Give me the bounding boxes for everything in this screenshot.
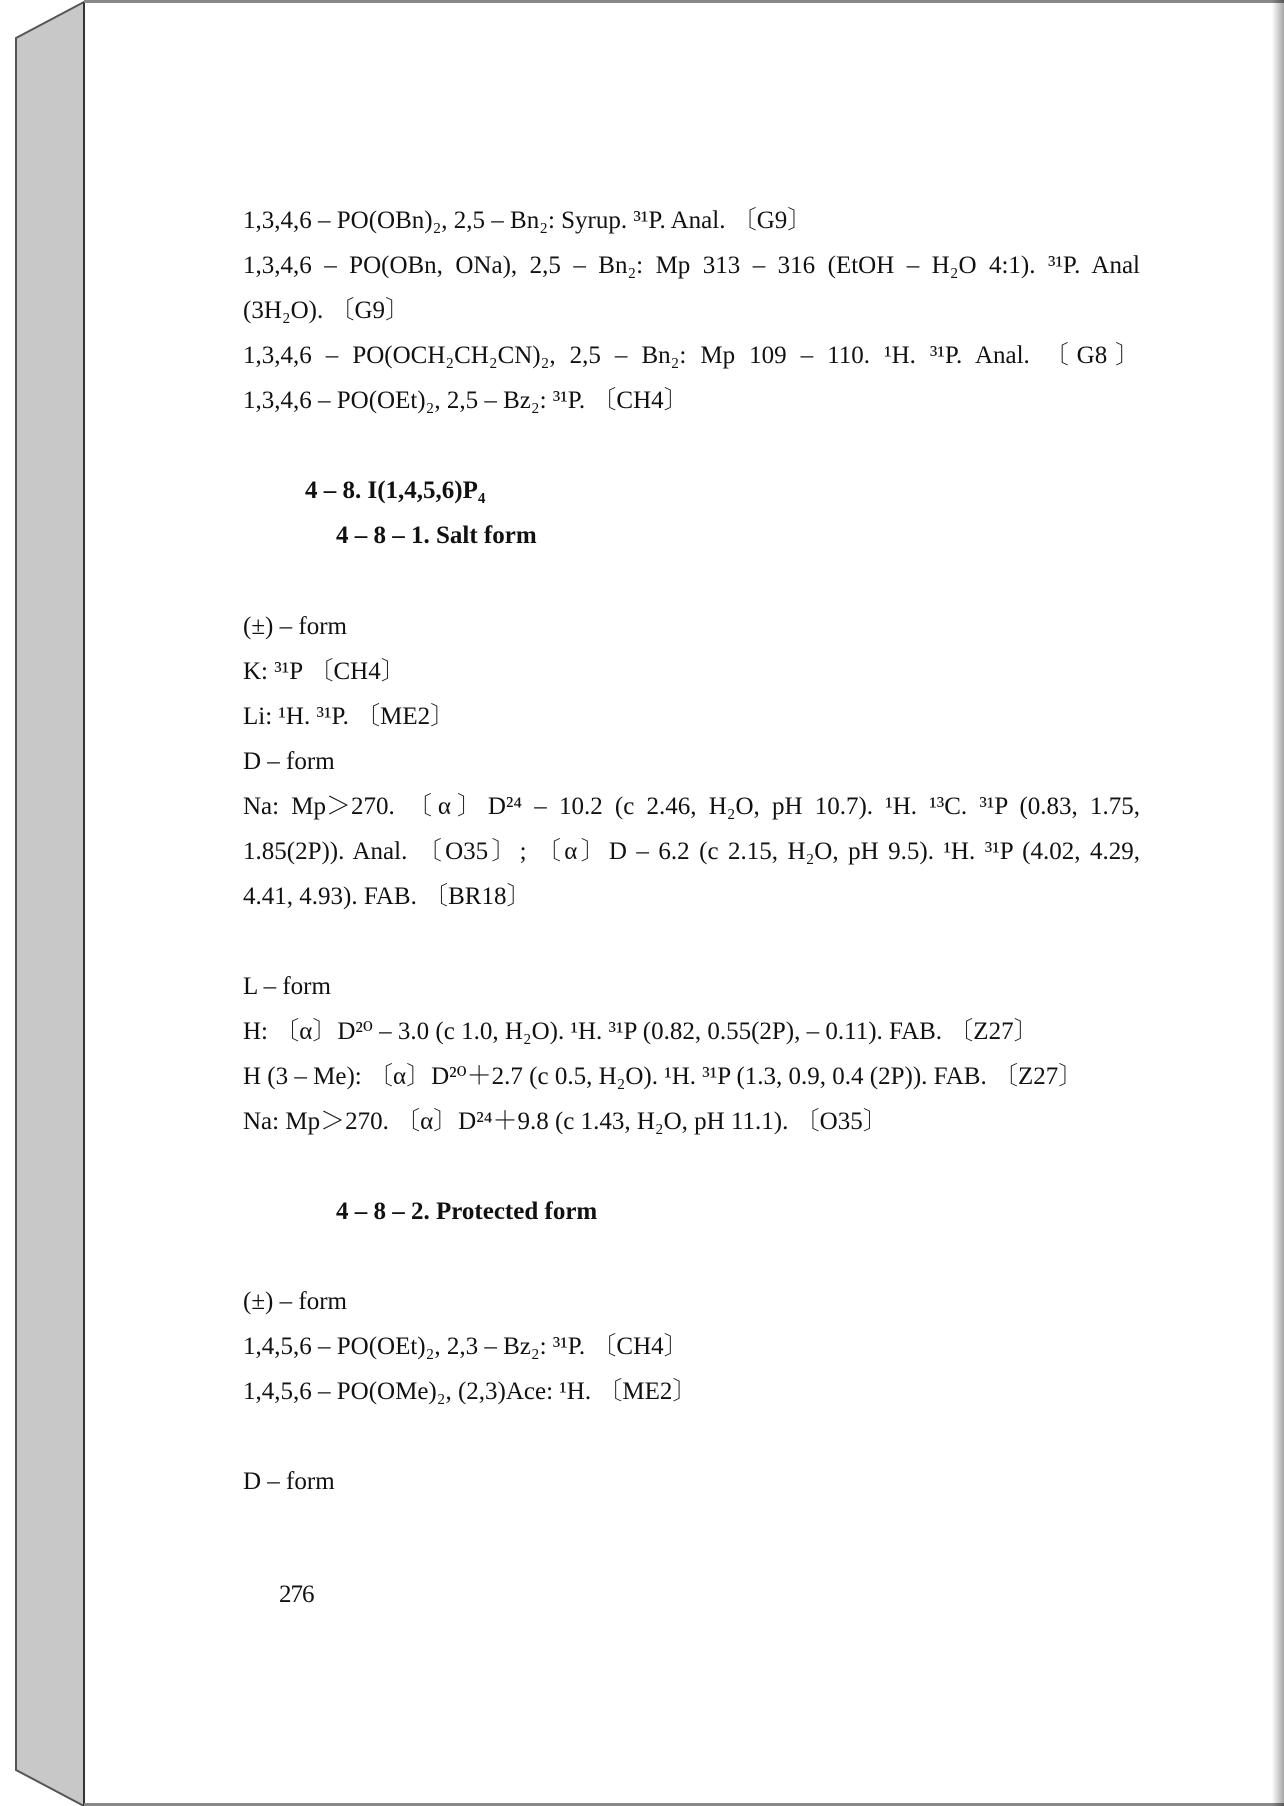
text-line: 1.85(2P)). Anal. 〔O35〕; 〔α〕D – 6.2 (c 2.15, H₂O, pH 9.5). ¹H. ³¹P (4.02, 4.29, xyxy=(243,838,1140,865)
text-line: 4.41, 4.93). FAB. 〔BR18〕 xyxy=(243,883,532,910)
subsection-heading: 4 – 8 – 1. Salt form xyxy=(336,522,537,549)
text-line: 1,4,5,6 – PO(OMe)₂, (2,3)Ace: ¹H. 〔ME2〕 xyxy=(243,1378,698,1405)
text-line: L – form xyxy=(243,973,331,1000)
section-heading: 4 – 8. I(1,4,5,6)P₄ xyxy=(305,477,486,504)
text-line: (±) – form xyxy=(243,1288,347,1315)
book-spine xyxy=(0,0,86,1806)
text-line: Na: Mp＞270. 〔α〕D²⁴ – 10.2 (c 2.46, H₂O, pH 10.7). ¹H. ¹³C. ³¹P (0.83, 1.75, xyxy=(243,793,1140,820)
text-line: K: ³¹P 〔CH4〕 xyxy=(243,658,406,685)
text-line: D – form xyxy=(243,1468,335,1495)
text-line: Na: Mp＞270. 〔α〕D²⁴＋9.8 (c 1.43, H₂O, pH 11.1). 〔O35〕 xyxy=(243,1108,888,1135)
text-line: Li: ¹H. ³¹P. 〔ME2〕 xyxy=(243,703,456,730)
page-edge-top xyxy=(84,0,1284,3)
text-line: (±) – form xyxy=(243,613,347,640)
text-line: H: 〔α〕D²⁰ – 3.0 (c 1.0, H₂O). ¹H. ³¹P (0.82, 0.55(2P), – 0.11). FAB. 〔Z27〕 xyxy=(243,1018,1039,1045)
text-line: 1,3,4,6 – PO(OEt)₂, 2,5 – Bz₂: ³¹P. 〔CH4〕 xyxy=(243,387,689,414)
text-line: H (3 – Me): 〔α〕D²⁰＋2.7 (c 0.5, H₂O). ¹H. ³¹P (1.3, 0.9, 0.4 (2P)). FAB. 〔Z27〕 xyxy=(243,1063,1084,1090)
text-line: D – form xyxy=(243,748,335,775)
text-line: 1,3,4,6 – PO(OBn, ONa), 2,5 – Bn₂: Mp 313 – 316 (EtOH – H₂O 4:1). ³¹P. Anal xyxy=(243,252,1140,279)
subsection-heading: 4 – 8 – 2. Protected form xyxy=(336,1198,598,1225)
text-line: 1,4,5,6 – PO(OEt)₂, 2,3 – Bz₂: ³¹P. 〔CH4〕 xyxy=(243,1333,689,1360)
page-number: 276 xyxy=(279,1581,314,1608)
page-shadow xyxy=(1272,0,1284,1806)
text-line: (3H₂O). 〔G9〕 xyxy=(243,297,411,324)
text-line: 1,3,4,6 – PO(OBn)₂, 2,5 – Bn₂: Syrup. ³¹P. Anal. 〔G9〕 xyxy=(243,207,813,234)
text-line: 1,3,4,6 – PO(OCH₂CH₂CN)₂, 2,5 – Bn₂: Mp 109 – 110. ¹H. ³¹P. Anal. 〔G8〕 xyxy=(243,342,1140,369)
